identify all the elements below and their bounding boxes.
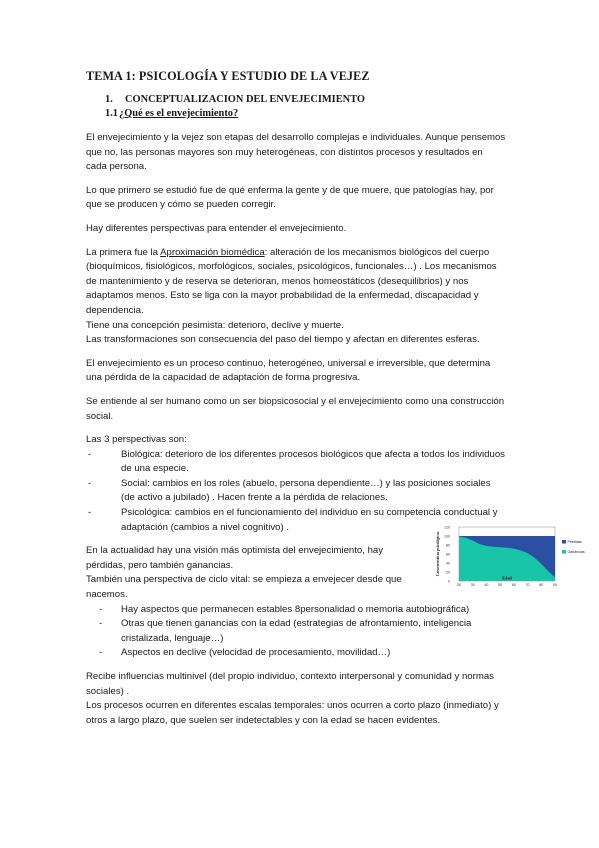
- y-tick-label: 120: [444, 525, 450, 530]
- x-tick-label: 20: [457, 583, 461, 587]
- paragraph: Tiene una concepción pesimista: deterioro, declive y muerte.: [86, 319, 344, 331]
- paragraph: Se entiende al ser humano como un ser biopsicosocial y el envejecimiento como una construcción social.: [86, 395, 505, 422]
- x-tick-label: 60: [511, 583, 516, 587]
- y-tick-label: 80: [446, 543, 450, 548]
- list-item: - Aspectos en declive (velocidad de procesamiento, movilidad…): [121, 646, 506, 661]
- text: La primera fue la: [86, 246, 161, 258]
- paragraph: Hay diferentes perspectivas para entender el envejecimiento.: [86, 222, 347, 234]
- paragraph: Las 3 perspectivas son:: [86, 434, 187, 446]
- y-tick-label: 0: [448, 579, 450, 584]
- lifespan-list: [86, 603, 506, 661]
- paragraph: Las transformaciones son consecuencia del paso del tiempo y afectan en diferentes esferas.: [86, 334, 480, 346]
- y-tick-label: 40: [446, 561, 450, 566]
- x-axis-label: Edad: [502, 575, 512, 581]
- legend-label: Ganancias: [567, 550, 585, 554]
- list-item: - Psicológica: cambios en el funcionamiento del individuo en su competencia conductual y adaptación (cambios a nivel cognitivo) .: [121, 506, 506, 535]
- subsection-heading: [105, 108, 238, 119]
- perspectives-list: [86, 448, 506, 536]
- y-tick-label: 60: [446, 552, 450, 557]
- subsection-number: 1.1: [105, 108, 118, 119]
- paragraph: También una perspectiva de ciclo vital: se empieza a envejecer desde que nacemos.: [86, 574, 402, 601]
- legend-swatch: [562, 550, 566, 554]
- section-number: 1.: [105, 94, 113, 105]
- x-tick-label: 50: [498, 583, 503, 587]
- y-axis-label: Características psicológicas: [436, 531, 440, 577]
- y-tick-label: 20: [446, 570, 450, 575]
- paragraph-biomedical: [86, 246, 506, 319]
- x-tick-label: 80: [539, 583, 544, 587]
- list-item: - Hay aspectos que permanecen estables 8personalidad o memoria autobiográfica): [121, 603, 506, 618]
- x-tick-label: 40: [484, 583, 489, 587]
- paragraph: Lo que primero se estudió fue de qué enferma la gente y de que muere, que patologías hay, por que se producen y cómo se pueden corregir.: [86, 184, 494, 211]
- paragraph: Los procesos ocurren en diferentes escalas temporales: unos ocurren a corto plazo (inmediato) y otros a largo plazo, que suelen ser indetectables y con la edad se hacen evidentes.: [86, 700, 499, 726]
- document-title: TEMA 1: PSICOLOGÍA Y ESTUDIO DE LA VEJEZ: [86, 69, 370, 83]
- biomedical-term: Aproximación biomédica: [160, 246, 265, 258]
- document-body: [86, 131, 506, 737]
- paragraph: El envejecimiento es un proceso continuo, heterogéneo, universal e irreversible, que determina una pérdida de la capacidad de adaptación de forma progresiva.: [86, 357, 491, 384]
- y-tick-label: 100: [444, 534, 450, 539]
- legend-swatch: [562, 540, 566, 544]
- paragraph: Recibe influencias multinivel (del propio individuo, contexto interpersonal y comunidad y normas sociales) .: [86, 671, 494, 697]
- x-tick-label: 70: [525, 583, 530, 587]
- paragraph: El envejecimiento y la vejez son etapas del desarrollo complejas e individuales. Aunque pensemos que no, las personas mayores son muy heterogéneas, con distintos procesos y resultados en cada persona.: [86, 132, 506, 173]
- subsection-title: ¿Qué es el envejecimiento?: [119, 108, 239, 119]
- x-tick-label: 90: [553, 583, 557, 587]
- paragraph: En la actualidad hay una visión más optimista del envejecimiento, hay pérdidas, pero también ganancias.: [86, 545, 384, 571]
- list-item: - Biológica: deterioro de los diferentes procesos biológicos que afecta a todos los individuos de una especie.: [121, 448, 506, 477]
- list-item: - Otras que tienen ganancias con la edad (estrategias de afrontamiento, inteligencia cristalizada, lenguaje…): [121, 617, 506, 646]
- text: : alteración de los mecanismos biológicos del cuerpo (bioquímicos, fisiológicos, morfológicos, sociales, psicológicos, funcionales…) . Los mecanismos de mantenimiento y de reserva se deterioran, menos homeostáticos (desequilibrios) y nos adaptamos menos. Esto se liga con la mayor probabilidad de la enfermedad, discapacidad y dependencia.: [86, 246, 497, 316]
- list-item: - Social: cambios en los roles (abuelo, persona dependiente…) y las posiciones sociales (de activo a jubilado) . Hacen frente a la pérdida de relaciones.: [121, 477, 506, 506]
- section-title: CONCEPTUALIZACION DEL ENVEJECIMIENTO: [125, 94, 365, 105]
- section-heading: [105, 94, 365, 105]
- legend-label: Pérdidas: [567, 540, 582, 544]
- x-tick-label: 30: [470, 583, 475, 587]
- gains-losses-chart: [415, 524, 585, 596]
